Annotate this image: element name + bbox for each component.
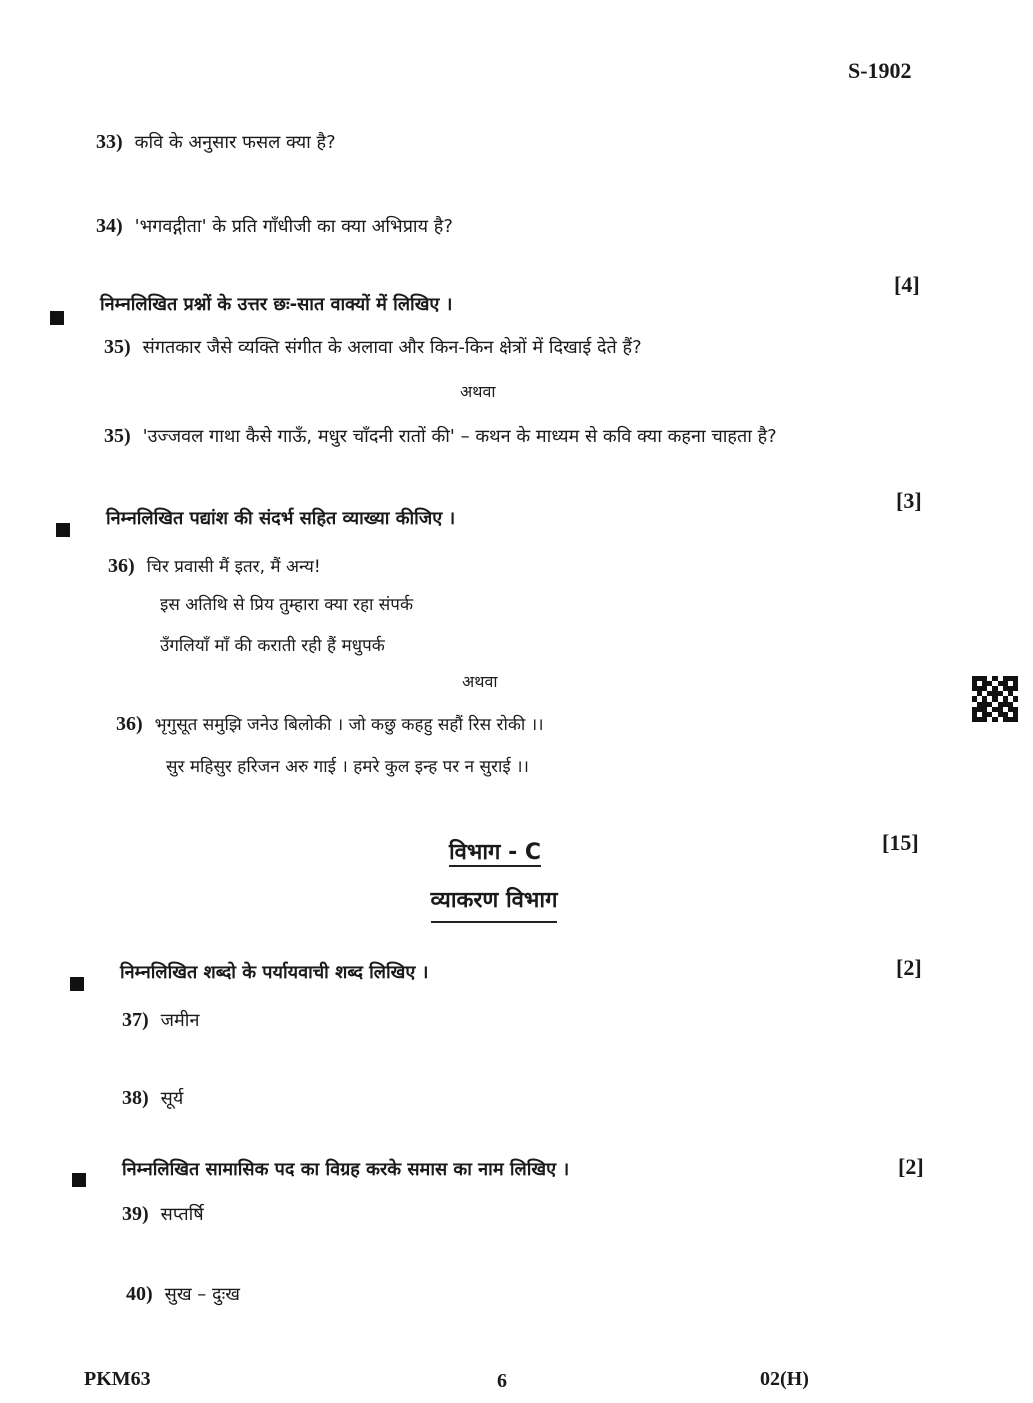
question-number: 35) bbox=[104, 336, 131, 358]
marks-long-answer: [4] bbox=[894, 272, 920, 297]
question-text: सप्तर्षि bbox=[160, 1204, 204, 1225]
question-number: 35) bbox=[104, 425, 131, 447]
or-label: अथवा bbox=[460, 382, 496, 401]
marks-section-c: [15] bbox=[882, 830, 919, 855]
question-35b bbox=[104, 424, 777, 448]
section-subtitle-text: व्याकरण विभाग bbox=[431, 888, 558, 923]
question-number: 34) bbox=[96, 215, 123, 237]
bullet-long-answer bbox=[50, 310, 64, 329]
question-number: 37) bbox=[122, 1009, 149, 1031]
or-label: अथवा bbox=[462, 672, 498, 691]
question-33 bbox=[96, 130, 336, 154]
marks-poem: [3] bbox=[896, 488, 922, 513]
bullet-synonyms bbox=[70, 976, 84, 995]
question-number: 38) bbox=[122, 1087, 149, 1109]
question-36b bbox=[116, 712, 544, 736]
question-number: 33) bbox=[96, 131, 123, 153]
question-39 bbox=[122, 1202, 204, 1226]
question-36a bbox=[108, 554, 321, 578]
question-38 bbox=[122, 1086, 183, 1110]
question-text: जमीन bbox=[160, 1010, 200, 1031]
instruction-samas: निम्नलिखित सामासिक पद का विग्रह करके समास का नाम लिखिए । bbox=[122, 1159, 570, 1180]
question-text: 'उज्जवल गाथा कैसे गाऊँ, मधुर चाँदनी रातों की' – कथन के माध्यम से कवि क्या कहना चाहता है? bbox=[142, 426, 777, 447]
qr-code-icon bbox=[972, 676, 1018, 722]
section-c-subtitle bbox=[406, 884, 582, 914]
instruction-long-answer: निम्नलिखित प्रश्नों के उत्तर छः-सात वाक्यों में लिखिए । bbox=[100, 294, 453, 315]
question-text: सूर्य bbox=[160, 1088, 184, 1109]
question-text: 'भगवद्गीता' के प्रति गाँधीजी का क्या अभिप्राय है? bbox=[134, 216, 453, 237]
section-c-title bbox=[410, 836, 580, 866]
marks-samas: [2] bbox=[898, 1154, 924, 1179]
footer-left-code: PKM63 bbox=[84, 1368, 151, 1390]
question-35a bbox=[104, 335, 642, 359]
question-text: सुख – दुःख bbox=[164, 1284, 240, 1305]
question-text: कवि के अनुसार फसल क्या है? bbox=[134, 132, 336, 153]
instruction-poem: निम्नलिखित पद्यांश की संदर्भ सहित व्याख्या कीजिए । bbox=[106, 508, 456, 529]
question-number: 40) bbox=[126, 1283, 153, 1305]
footer-right-code: 02(H) bbox=[760, 1368, 809, 1390]
verse-line: सुर महिसुर हरिजन अरु गाई । हमरे कुल इन्ह पर न सुराई ।। bbox=[166, 757, 529, 777]
question-37 bbox=[122, 1008, 199, 1032]
bullet-samas bbox=[72, 1172, 86, 1191]
marks-synonyms: [2] bbox=[896, 955, 922, 980]
bullet-poem bbox=[56, 522, 70, 541]
verse-line: चिर प्रवासी मैं इतर, मैं अन्य! bbox=[146, 557, 321, 577]
question-40 bbox=[126, 1282, 240, 1306]
paper-code: S-1902 bbox=[848, 58, 912, 83]
verse-line: उँगलियाँ माँ की कराती रही हैं मधुपर्क bbox=[160, 636, 385, 656]
instruction-synonyms: निम्नलिखित शब्दो के पर्यायवाची शब्द लिखिए । bbox=[120, 962, 429, 983]
question-34 bbox=[96, 214, 453, 238]
page-number: 6 bbox=[497, 1370, 507, 1392]
section-title-text: विभाग - C bbox=[448, 840, 542, 865]
question-text: संगतकार जैसे व्यक्ति संगीत के अलावा और किन-किन क्षेत्रों में दिखाई देते हैं? bbox=[142, 337, 642, 358]
question-number: 39) bbox=[122, 1203, 149, 1225]
verse-line: भृगुसूत समुझि जनेउ बिलोकी । जो कछु कहहु सहौं रिस रोकी ।। bbox=[154, 715, 544, 735]
question-number: 36) bbox=[116, 713, 143, 735]
verse-line: इस अतिथि से प्रिय तुम्हारा क्या रहा संपर्क bbox=[160, 595, 413, 615]
question-number: 36) bbox=[108, 555, 135, 577]
